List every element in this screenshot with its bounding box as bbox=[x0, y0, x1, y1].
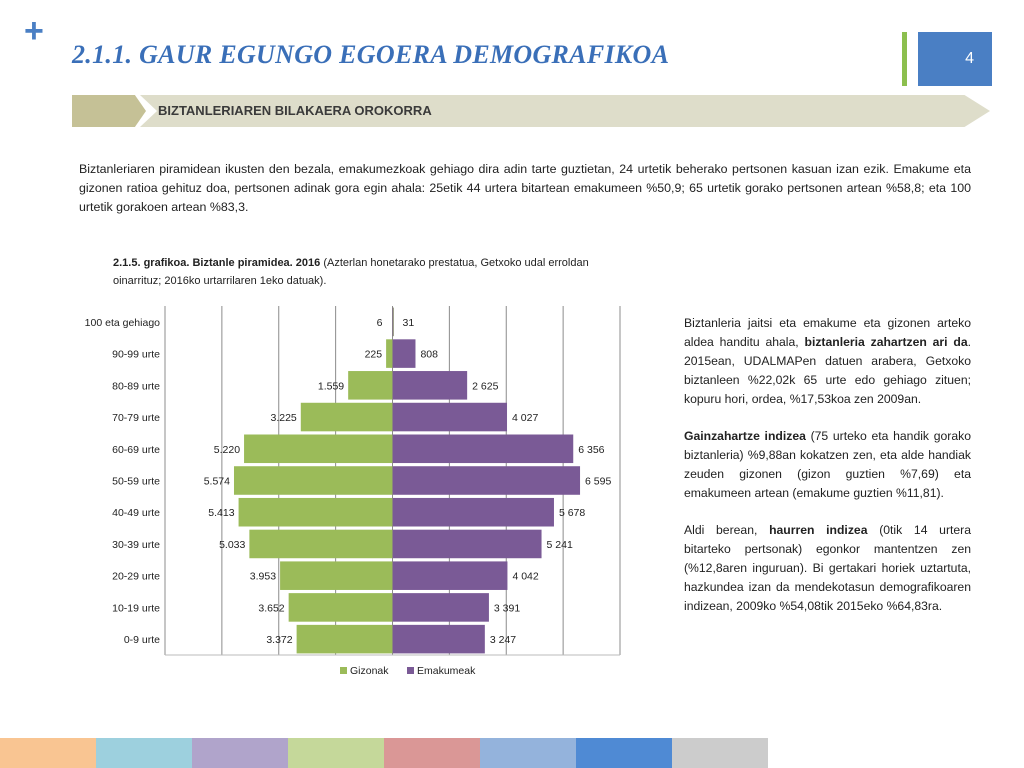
bar-emakumeak bbox=[393, 308, 394, 337]
banner-arrow bbox=[72, 95, 146, 127]
bar-gizonak bbox=[348, 371, 392, 400]
footer-color-block bbox=[288, 738, 384, 768]
side-paragraph-2: Gainzahartze indizea (75 urteko eta handik gorako biztanleria) %9,88an kokatzen zen, eta alde handiak zeuden gizonen (gizon guztien %7,69) eta emakumeen artean (emakume guztien %11,81). bbox=[684, 429, 971, 500]
chart-caption bbox=[113, 254, 623, 290]
footer-color-block bbox=[672, 738, 768, 768]
data-label-emakumeak: 5 678 bbox=[558, 507, 586, 520]
bar-emakumeak bbox=[393, 593, 489, 622]
bar-gizonak bbox=[297, 625, 393, 654]
data-label-emakumeak: 4 027 bbox=[512, 412, 539, 425]
footer-color-block bbox=[480, 738, 576, 768]
data-label-emakumeak: 808 bbox=[420, 348, 439, 361]
y-tick-label: 30-39 urte bbox=[112, 538, 160, 551]
bar-gizonak bbox=[244, 434, 392, 463]
data-label-gizonak: 5.413 bbox=[208, 507, 235, 520]
legend-label-emakumeak: Emakumeak bbox=[417, 665, 476, 677]
y-tick-label: 60-69 urte bbox=[112, 443, 160, 456]
bar-gizonak bbox=[249, 530, 392, 559]
data-label-emakumeak: 3 391 bbox=[493, 602, 521, 615]
bar-emakumeak bbox=[393, 339, 416, 368]
chart-caption-source: (Azterlan honetarako prestatua, Getxoko udal erroldan oinarrituz; 2016ko urtarrilaren 1eko datuak). bbox=[113, 257, 589, 287]
footer-color-block bbox=[0, 738, 96, 768]
data-label-emakumeak: 6 595 bbox=[585, 475, 612, 488]
legend-swatch-emakumeak bbox=[407, 667, 414, 674]
bar-emakumeak bbox=[393, 625, 485, 654]
data-label-emakumeak: 31 bbox=[402, 316, 415, 329]
y-tick-label: 80-89 urte bbox=[112, 380, 160, 393]
chart-caption-title: 2.1.5. grafikoa. Biztanle piramidea. 2016 bbox=[113, 257, 321, 269]
y-tick-label: 100 eta gehiago bbox=[84, 316, 160, 329]
side-paragraph-1: Biztanleria jaitsi eta emakume eta gizonen arteko aldea handitu ahala, biztanleria zahartzen ari da. 2015ean, UDALMAPen datuen arabera, Getxoko biztanleen %22,02k 65 urte edo gehiago zituen; kopuru hori, ordea, %17,53koa zen 2009an. bbox=[684, 316, 971, 406]
bar-gizonak bbox=[289, 593, 393, 622]
data-label-gizonak: 3.225 bbox=[270, 412, 297, 425]
page-number: 4 bbox=[918, 32, 992, 86]
section-banner-label: BIZTANLERIAREN BILAKAERA OROKORRA bbox=[158, 103, 432, 118]
footer-color-strip bbox=[0, 738, 768, 768]
data-label-emakumeak: 4 042 bbox=[512, 570, 539, 583]
footer-color-block bbox=[96, 738, 192, 768]
y-tick-label: 50-59 urte bbox=[112, 475, 160, 488]
y-tick-label: 10-19 urte bbox=[112, 602, 160, 615]
bar-emakumeak bbox=[393, 466, 581, 495]
plus-icon: + bbox=[24, 12, 44, 50]
y-tick-label: 0-9 urte bbox=[123, 634, 160, 647]
bar-gizonak bbox=[234, 466, 393, 495]
bar-emakumeak bbox=[393, 530, 542, 559]
y-tick-label: 20-29 urte bbox=[112, 570, 160, 583]
data-label-gizonak: 6 bbox=[376, 316, 383, 329]
data-label-gizonak: 5.033 bbox=[219, 538, 246, 551]
population-pyramid-chart bbox=[40, 300, 640, 690]
data-label-gizonak: 225 bbox=[364, 348, 383, 361]
data-label-emakumeak: 5 241 bbox=[546, 538, 573, 551]
intro-paragraph: Biztanleriaren piramidean ikusten den bezala, emakumezkoak gehiago dira adin tarte guztietan, 24 urtetik beherako pertsonen kasuan izan ezik. Emakume eta gizonen ratioa gehituz doa, pertsonen adinak gora egin ahala: 25etik 44 urtera bitartean emakumeen %50,9; 65 urtetik gorako pertsonen artean %58,8; eta 100 urtetik gorakoen artean %83,3. bbox=[79, 162, 971, 214]
side-commentary bbox=[684, 314, 971, 634]
page-title: 2.1.1. GAUR EGUNGO EGOERA DEMOGRAFIKOA bbox=[72, 40, 670, 69]
legend-swatch-gizonak bbox=[340, 667, 347, 674]
data-label-emakumeak: 3 247 bbox=[489, 634, 517, 647]
data-label-gizonak: 5.220 bbox=[213, 443, 241, 456]
data-label-gizonak: 3.372 bbox=[266, 634, 293, 647]
data-label-gizonak: 3.953 bbox=[249, 570, 277, 583]
footer-color-block bbox=[576, 738, 672, 768]
y-tick-label: 70-79 urte bbox=[112, 412, 160, 425]
data-label-gizonak: 1.559 bbox=[317, 380, 345, 393]
data-label-emakumeak: 6 356 bbox=[578, 443, 605, 456]
y-tick-label: 90-99 urte bbox=[112, 348, 160, 361]
bar-gizonak bbox=[386, 339, 392, 368]
bar-emakumeak bbox=[393, 561, 508, 590]
data-label-emakumeak: 2 625 bbox=[472, 380, 499, 393]
legend-label-gizonak: Gizonak bbox=[350, 665, 389, 677]
bar-emakumeak bbox=[393, 403, 508, 432]
bar-gizonak bbox=[301, 403, 393, 432]
bar-emakumeak bbox=[393, 498, 554, 527]
title-divider bbox=[902, 32, 907, 86]
bar-gizonak bbox=[239, 498, 393, 527]
footer-color-block bbox=[192, 738, 288, 768]
footer-color-block bbox=[384, 738, 480, 768]
bar-emakumeak bbox=[393, 434, 574, 463]
data-label-gizonak: 3.652 bbox=[258, 602, 285, 615]
y-tick-label: 40-49 urte bbox=[112, 507, 160, 520]
bar-emakumeak bbox=[393, 371, 468, 400]
bar-gizonak bbox=[280, 561, 392, 590]
side-paragraph-3: Aldi berean, haurren indizea (0tik 14 urtera bitarteko pertsonak) egonkor mantentzen zen (%12,8aren inguruan). Bi gertakari horiek uztartuta, hazkundea izan da mendekotasun demografikoaren indizean, 2009ko %54,08tik 2015eko %64,83ra. bbox=[684, 523, 972, 613]
data-label-gizonak: 5.574 bbox=[203, 475, 230, 488]
